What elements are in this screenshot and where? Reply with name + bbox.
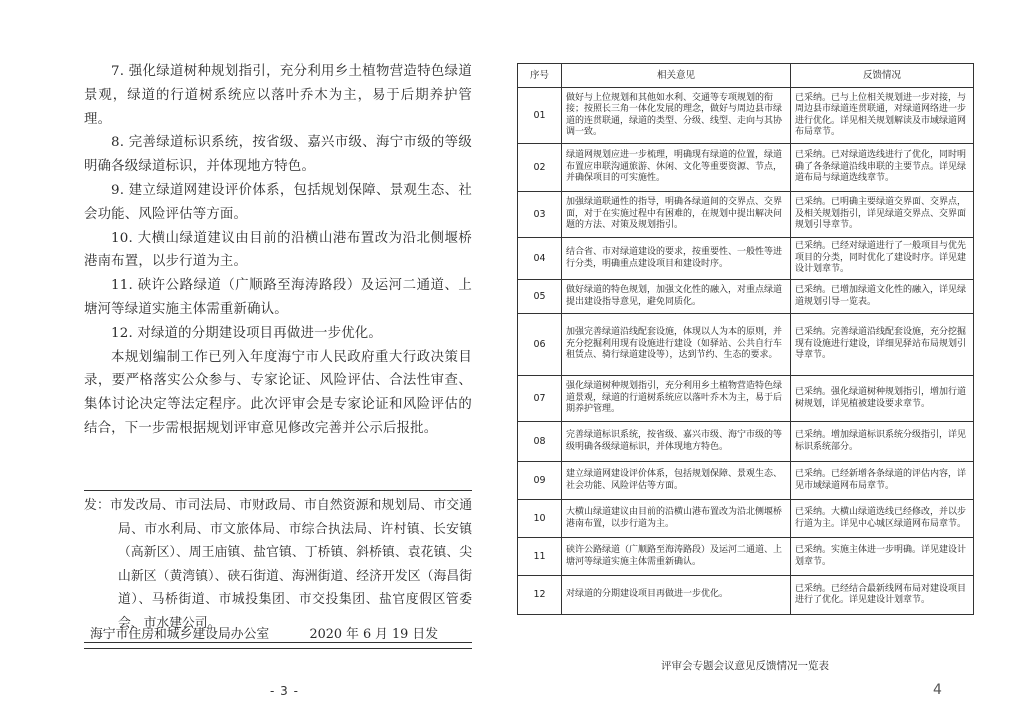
issuer-line xyxy=(84,622,472,649)
row-feedback: 已采纳。已明确主要绿道交界面、交界点，及相关规划指引，详见绿道交界点、交界面规划引导章节。 xyxy=(791,192,974,238)
body-paragraph: 本规划编制工作已列入年度海宁市人民政府重大行政决策目录，要严格落实公众参与、专家论证、风险评估、合法性审查、集体讨论决定等法定程序。此次评审会是专家论证和风险评估的结合，下一步需根据规划评审意见修改完善并公示后报批。 xyxy=(84,349,472,436)
table-row xyxy=(518,538,974,576)
table-row xyxy=(518,500,974,538)
row-number: 07 xyxy=(518,376,562,422)
row-feedback: 已采纳。已经结合最新线网布局对建设项目进行了优化。详见建设计划章节。 xyxy=(791,576,974,615)
issue-date: 2020 年 6 月 19 日发 xyxy=(309,627,438,642)
table-row xyxy=(518,376,974,422)
row-opinion: 对绿道的分期建设项目再做进一步优化。 xyxy=(562,576,791,615)
row-opinion: 完善绿道标识系统，按省级、嘉兴市级、海宁市级的等级明确各级绿道标识，并体现地方特色。 xyxy=(562,422,791,462)
left-body xyxy=(84,60,472,441)
table-row xyxy=(518,238,974,280)
feedback-table-wrap xyxy=(517,63,973,615)
row-opinion: 硖许公路绿道（广顺路至海涛路段）及运河二通道、上塘河等绿道实施主体需重新确认。 xyxy=(562,538,791,576)
distribution-block xyxy=(84,490,472,643)
row-number: 06 xyxy=(518,314,562,376)
row-feedback: 已采纳。增加绿道标识系统分级指引，详见标识系统部分。 xyxy=(791,422,974,462)
row-number: 09 xyxy=(518,462,562,500)
table-row xyxy=(518,280,974,314)
row-opinion: 绿道网规划应进一步梳理，明确现有绿道的位置，绿道布置应串联沟通旅游、休闲、文化等重要资源、节点，并确保项目的可实施性。 xyxy=(562,144,791,192)
row-number: 02 xyxy=(518,144,562,192)
table-row xyxy=(518,462,974,500)
table-row xyxy=(518,576,974,615)
body-paragraph: 9. 建立绿道网建设评价体系，包括规划保障、景观生态、社会功能、风险评估等方面。 xyxy=(84,182,472,222)
row-number: 04 xyxy=(518,238,562,280)
page-number-left: - 3 - xyxy=(270,684,299,698)
table-header-row xyxy=(518,64,974,88)
row-feedback: 已采纳。已经对绿道进行了一般项目与优先项目的分类，同时优化了建设时序。详见建设计划章节。 xyxy=(791,238,974,280)
table-caption: 评审会专题会议意见反馈情况一览表 xyxy=(661,660,829,672)
row-number: 10 xyxy=(518,500,562,538)
feedback-table xyxy=(517,63,974,615)
row-opinion: 建立绿道网建设评价体系，包括规划保障、景观生态、社会功能、风险评估等方面。 xyxy=(562,462,791,500)
row-feedback: 已采纳。大横山绿道选线已经修改，并以步行道为主。详见中心城区绿道网布局章节。 xyxy=(791,500,974,538)
row-opinion: 强化绿道树种规划指引，充分利用乡土植物营造特色绿道景观，绿道的行道树系统应以落叶乔木为主，易于后期养护管理。 xyxy=(562,376,791,422)
header-no: 序号 xyxy=(518,64,562,88)
row-opinion: 加强完善绿道沿线配套设施，体现以人为本的原则，并充分挖掘利用现有设施进行建设（如驿站、公共自行车租赁点、骑行绿道建设等），达到节约、生态的要求。 xyxy=(562,314,791,376)
row-opinion: 加强绿道联通性的指导，明确各绿道间的交界点、交界面，对于在实施过程中有困难的，在规划中提出解决问题的方法、对策及规划指引。 xyxy=(562,192,791,238)
body-paragraph: 11. 硖许公路绿道（广顺路至海涛路段）及运河二通道、上塘河等绿道实施主体需重新确认。 xyxy=(84,278,472,317)
row-number: 03 xyxy=(518,192,562,238)
row-feedback: 已采纳。实施主体进一步明确。详见建设计划章节。 xyxy=(791,538,974,576)
row-number: 12 xyxy=(518,576,562,615)
body-paragraph: 12. 对绿道的分期建设项目再做进一步优化。 xyxy=(111,325,382,341)
row-feedback: 已采纳。完善绿道沿线配套设施，充分挖掘现有设施进行建设，详细见驿站布局规划引导章节。 xyxy=(791,314,974,376)
header-feedback: 反馈情况 xyxy=(791,64,974,88)
row-number: 11 xyxy=(518,538,562,576)
table-row xyxy=(518,422,974,462)
row-feedback: 已采纳。已与上位相关规划进一步对接，与周边县市绿道连贯联通，对绿道网络进一步进行优化。详见相关规划解读及市域绿道网布局章节。 xyxy=(791,88,974,144)
page-number-right: 4 xyxy=(933,682,942,698)
table-row xyxy=(518,192,974,238)
row-feedback: 已采纳。已增加绿道文化性的融入，详见绿道规划引导一览表。 xyxy=(791,280,974,314)
row-feedback: 已采纳。已经新增各条绿道的评估内容，详见市域绿道网布局章节。 xyxy=(791,462,974,500)
row-feedback: 已采纳。强化绿道树种规划指引，增加行道树规划，详见植被建设要求章节。 xyxy=(791,376,974,422)
issuer-org: 海宁市住房和城乡建设局办公室 xyxy=(90,627,270,642)
distribution-list: 发：市发改局、市司法局、市财政局、市自然资源和规划局、市交通局、市水利局、市文旅体局、市综合执法局、许村镇、长安镇（高新区）、周王庙镇、盐官镇、丁桥镇、斜桥镇、袁花镇、尖山新区（黄湾镇）、硖石街道、海洲街道、经济开发区（海昌街道）、马桥街道、市城投集团、市交投集团、盐官度假区管委会、市水建公司。 xyxy=(84,498,472,631)
row-opinion: 做好与上位规划和其他如水利、交通等专项规划的衔接；按照长三角一体化发展的理念，做好与周边县市绿道的连贯联通，绿道的类型、分级、线型、走向与其协调一致。 xyxy=(562,88,791,144)
body-paragraph: 8. 完善绿道标识系统，按省级、嘉兴市级、海宁市级的等级明确各级绿道标识，并体现地方特色。 xyxy=(84,135,472,175)
body-paragraph: 10. 大横山绿道建议由目前的沿横山港布置改为沿北侧堰桥港南布置，以步行道为主。 xyxy=(84,230,472,270)
table-row xyxy=(518,88,974,144)
table-row xyxy=(518,314,974,376)
row-number: 05 xyxy=(518,280,562,314)
row-number: 01 xyxy=(518,88,562,144)
row-number: 08 xyxy=(518,422,562,462)
body-paragraph: 7. 强化绿道树种规划指引，充分利用乡土植物营造特色绿道景观，绿道的行道树系统应以落叶乔木为主，易于后期养护管理。 xyxy=(84,64,472,127)
table-row xyxy=(518,144,974,192)
header-opinion: 相关意见 xyxy=(562,64,791,88)
row-opinion: 结合省、市对绿道建设的要求，按重要性、一般性等进行分类，明确重点建设项目和建设时序。 xyxy=(562,238,791,280)
row-opinion: 做好绿道的特色规划，加强文化性的融入，对重点绿道提出建设指导意见，避免同质化。 xyxy=(562,280,791,314)
row-feedback: 已采纳。已对绿道选线进行了优化，同时明确了各条绿道沿线串联的主要节点。详见绿道布局与绿道选线章节。 xyxy=(791,144,974,192)
row-opinion: 大横山绿道建议由目前的沿横山港布置改为沿北侧堰桥港南布置，以步行道为主。 xyxy=(562,500,791,538)
